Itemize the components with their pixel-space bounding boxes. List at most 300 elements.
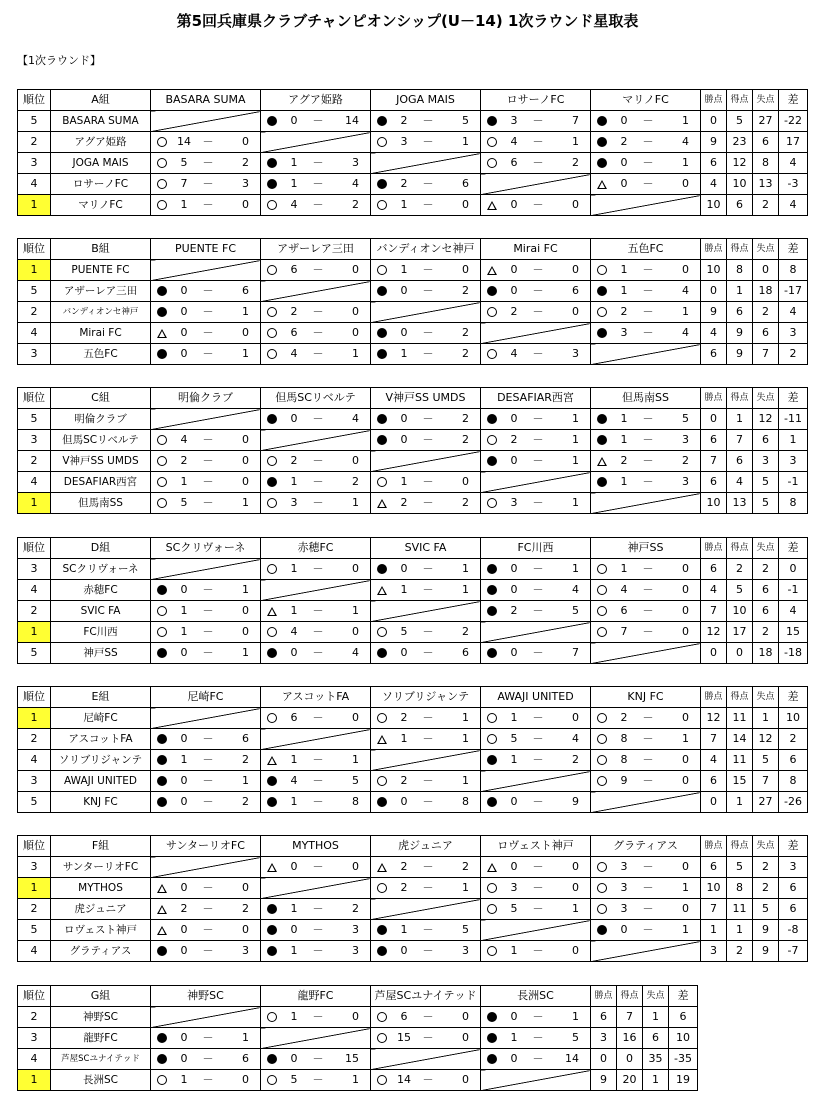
score-dash: － [642, 732, 654, 745]
match-result-cell [371, 281, 481, 302]
score-dash: － [422, 711, 434, 724]
self-match-cell [481, 920, 591, 941]
team-name: SVIC FA [51, 601, 151, 622]
win-points: 10 [701, 878, 727, 899]
score-against: 4 [572, 732, 579, 745]
match-result-cell [261, 472, 371, 493]
score-against: 0 [682, 902, 689, 915]
team-row [18, 1070, 698, 1091]
score-for: 0 [180, 1031, 188, 1044]
score-dash: － [642, 475, 654, 488]
win-mark-icon [265, 451, 279, 471]
score-for: 2 [290, 454, 298, 467]
match-result-cell [371, 622, 481, 643]
match-result-cell [151, 580, 261, 601]
goals-for: 9 [727, 323, 753, 344]
group-table [17, 985, 698, 1091]
match-result-cell [591, 580, 701, 601]
score-against: 1 [572, 496, 579, 509]
score-for: 2 [620, 711, 628, 724]
score-for: 8 [620, 753, 628, 766]
goal-diff: 6 [779, 878, 808, 899]
score-dash: － [532, 732, 544, 745]
match-result-cell [481, 344, 591, 365]
score-for: 5 [180, 496, 188, 509]
match-result-cell [151, 941, 261, 962]
score-dash: － [532, 305, 544, 318]
loss-mark-icon [595, 472, 609, 492]
score-against: 3 [572, 347, 579, 360]
match-result-cell [261, 792, 371, 813]
score-dash: － [202, 1031, 214, 1044]
score-against: 0 [352, 562, 359, 575]
score-for: 0 [290, 646, 298, 659]
team-row [18, 1049, 698, 1070]
score-against: 2 [462, 496, 469, 509]
draw-mark-icon [265, 750, 279, 770]
score-for: 0 [180, 944, 188, 957]
opponent-header: サンターリオFC [151, 836, 261, 857]
score-for: 0 [510, 1010, 518, 1023]
loss-mark-icon [485, 580, 499, 600]
score-dash: － [312, 454, 324, 467]
group-name: F組 [51, 836, 151, 857]
win-points: 6 [701, 153, 727, 174]
match-result-cell [151, 1028, 261, 1049]
opponent-header: JOGA MAIS [371, 90, 481, 111]
score-for: 1 [400, 198, 408, 211]
goals-for: 9 [727, 344, 753, 365]
score-dash: － [312, 753, 324, 766]
win-points: 0 [701, 643, 727, 664]
match-result-cell [151, 451, 261, 472]
goal-diff-header: 差 [779, 90, 808, 111]
group-table [17, 89, 808, 216]
team-row [18, 601, 808, 622]
score-for: 0 [290, 1052, 298, 1065]
score-for: 0 [290, 860, 298, 873]
score-for: 1 [290, 156, 298, 169]
self-match-cell [261, 132, 371, 153]
goals-against-header: 失点 [643, 986, 669, 1007]
loss-mark-icon [595, 323, 609, 343]
score-dash: － [202, 795, 214, 808]
score-for: 1 [180, 625, 188, 638]
goals-for: 10 [727, 174, 753, 195]
opponent-header: Mirai FC [481, 239, 591, 260]
opponent-header: SCクリヴォーネ [151, 538, 261, 559]
score-for: 0 [400, 284, 408, 297]
score-for: 0 [620, 177, 628, 190]
rank-cell: 5 [18, 643, 51, 664]
score-for: 0 [510, 562, 518, 575]
score-against: 0 [682, 860, 689, 873]
loss-mark-icon [375, 430, 389, 450]
rank-cell: 4 [18, 1049, 51, 1070]
score-against: 4 [682, 326, 689, 339]
goal-diff: 1 [779, 430, 808, 451]
win-points: 7 [701, 729, 727, 750]
goals-for: 0 [727, 643, 753, 664]
score-dash: － [312, 496, 324, 509]
loss-mark-icon [375, 643, 389, 663]
match-result-cell [151, 643, 261, 664]
match-result-cell [481, 750, 591, 771]
win-points: 0 [701, 409, 727, 430]
match-result-cell [151, 430, 261, 451]
goal-diff: 8 [779, 771, 808, 792]
goals-against: 18 [753, 281, 779, 302]
score-against: 14 [345, 114, 359, 127]
match-result-cell [591, 622, 701, 643]
score-against: 2 [462, 860, 469, 873]
goal-diff-header: 差 [779, 687, 808, 708]
team-name: 龍野FC [51, 1028, 151, 1049]
goal-diff: -35 [669, 1049, 698, 1070]
score-for: 2 [400, 860, 408, 873]
loss-mark-icon [265, 792, 279, 812]
score-dash: － [312, 944, 324, 957]
goal-diff: 8 [779, 493, 808, 514]
rank-cell: 3 [18, 430, 51, 451]
win-points: 4 [701, 580, 727, 601]
opponent-header: 但馬南SS [591, 388, 701, 409]
team-name: バンディオンセ神戸 [51, 302, 151, 323]
team-name: DESAFIAR西宮 [51, 472, 151, 493]
goals-for: 11 [727, 899, 753, 920]
score-for: 1 [290, 795, 298, 808]
score-dash: － [422, 795, 434, 808]
score-dash: － [422, 881, 434, 894]
self-match-cell [591, 792, 701, 813]
win-points: 6 [701, 771, 727, 792]
loss-mark-icon [155, 729, 169, 749]
score-for: 4 [290, 774, 298, 787]
score-dash: － [532, 1031, 544, 1044]
win-mark-icon [375, 1028, 389, 1048]
score-for: 0 [180, 795, 188, 808]
score-dash: － [642, 902, 654, 915]
goals-for-header: 得点 [727, 239, 753, 260]
score-for: 0 [180, 583, 188, 596]
self-match-cell [371, 153, 481, 174]
score-dash: － [202, 177, 214, 190]
score-dash: － [422, 326, 434, 339]
score-against: 0 [242, 1073, 249, 1086]
self-match-cell [591, 941, 701, 962]
self-match-cell [151, 1007, 261, 1028]
loss-mark-icon [375, 111, 389, 131]
match-result-cell [261, 643, 371, 664]
draw-mark-icon [375, 493, 389, 513]
score-dash: － [532, 646, 544, 659]
group-name: G組 [51, 986, 151, 1007]
score-for: 0 [510, 454, 518, 467]
goals-for-header: 得点 [727, 687, 753, 708]
match-result-cell [591, 302, 701, 323]
score-for: 3 [620, 902, 628, 915]
score-against: 1 [352, 753, 359, 766]
score-against: 2 [682, 454, 689, 467]
goal-diff-header: 差 [779, 538, 808, 559]
match-result-cell [261, 153, 371, 174]
score-for: 3 [290, 496, 298, 509]
goal-diff-header: 差 [779, 239, 808, 260]
match-result-cell [591, 451, 701, 472]
rank-cell: 2 [18, 899, 51, 920]
opponent-header: 神戸SS [591, 538, 701, 559]
goals-against: 12 [753, 409, 779, 430]
team-row [18, 344, 808, 365]
score-against: 3 [682, 475, 689, 488]
score-against: 0 [242, 326, 249, 339]
opponent-header: SVIC FA [371, 538, 481, 559]
match-result-cell [261, 451, 371, 472]
goals-against: 7 [753, 344, 779, 365]
team-row [18, 302, 808, 323]
score-dash: － [532, 860, 544, 873]
loss-mark-icon [595, 111, 609, 131]
score-against: 3 [462, 944, 469, 957]
goals-against: 3 [753, 451, 779, 472]
draw-mark-icon [155, 899, 169, 919]
win-mark-icon [595, 771, 609, 791]
loss-mark-icon [375, 792, 389, 812]
score-dash: － [202, 284, 214, 297]
goals-against: 2 [753, 195, 779, 216]
loss-mark-icon [485, 1007, 499, 1027]
opponent-header: BASARA SUMA [151, 90, 261, 111]
score-against: 2 [462, 625, 469, 638]
match-result-cell [481, 559, 591, 580]
score-against: 0 [572, 860, 579, 873]
draw-mark-icon [265, 601, 279, 621]
goals-for: 1 [727, 281, 753, 302]
score-against: 1 [572, 562, 579, 575]
score-against: 1 [682, 881, 689, 894]
goals-for-header: 得点 [727, 836, 753, 857]
loss-mark-icon [265, 472, 279, 492]
group-name: B組 [51, 239, 151, 260]
score-against: 0 [572, 881, 579, 894]
match-result-cell [371, 1070, 481, 1091]
score-against: 4 [682, 135, 689, 148]
score-dash: － [312, 156, 324, 169]
goals-for: 20 [617, 1070, 643, 1091]
draw-mark-icon [155, 878, 169, 898]
match-result-cell [591, 281, 701, 302]
draw-mark-icon [485, 260, 499, 280]
score-against: 0 [462, 1010, 469, 1023]
loss-mark-icon [375, 409, 389, 429]
team-name: ロヴェスト神戸 [51, 920, 151, 941]
match-result-cell [151, 1049, 261, 1070]
goals-against-header: 失点 [753, 388, 779, 409]
match-result-cell [261, 559, 371, 580]
match-result-cell [261, 493, 371, 514]
score-for: 4 [620, 583, 628, 596]
win-points: 6 [701, 559, 727, 580]
score-against: 1 [462, 135, 469, 148]
opponent-header: ソリブリジャンテ [371, 687, 481, 708]
rank-cell: 4 [18, 174, 51, 195]
score-for: 1 [290, 1010, 298, 1023]
loss-mark-icon [375, 941, 389, 961]
score-dash: － [532, 753, 544, 766]
match-result-cell [371, 409, 481, 430]
rank-cell: 4 [18, 941, 51, 962]
self-match-cell [481, 323, 591, 344]
score-dash: － [422, 412, 434, 425]
goals-against: 2 [753, 878, 779, 899]
score-dash: － [312, 412, 324, 425]
score-for: 0 [180, 732, 188, 745]
team-row [18, 580, 808, 601]
team-name: 赤穂FC [51, 580, 151, 601]
score-dash: － [532, 156, 544, 169]
score-against: 0 [242, 198, 249, 211]
team-name: アザーレア三田 [51, 281, 151, 302]
score-for: 0 [510, 412, 518, 425]
goals-against-header: 失点 [753, 836, 779, 857]
match-result-cell [591, 899, 701, 920]
match-result-cell [591, 323, 701, 344]
score-against: 1 [572, 412, 579, 425]
score-dash: － [202, 433, 214, 446]
score-dash: － [642, 711, 654, 724]
team-name: 虎ジュニア [51, 899, 151, 920]
score-against: 0 [352, 326, 359, 339]
score-dash: － [642, 860, 654, 873]
team-row [18, 451, 808, 472]
score-against: 0 [242, 604, 249, 617]
score-for: 6 [620, 604, 628, 617]
score-for: 1 [290, 902, 298, 915]
rank-cell: 2 [18, 451, 51, 472]
score-for: 3 [620, 881, 628, 894]
win-mark-icon [375, 771, 389, 791]
score-for: 5 [400, 625, 408, 638]
win-mark-icon [265, 559, 279, 579]
score-against: 8 [462, 795, 469, 808]
opponent-header: 但馬SCリベルテ [261, 388, 371, 409]
rank-cell: 3 [18, 344, 51, 365]
loss-mark-icon [265, 920, 279, 940]
score-dash: － [202, 305, 214, 318]
goals-against: 9 [753, 941, 779, 962]
team-name: 神戸SS [51, 643, 151, 664]
match-result-cell [261, 857, 371, 878]
score-dash: － [312, 711, 324, 724]
score-for: 1 [620, 433, 628, 446]
score-dash: － [422, 284, 434, 297]
loss-mark-icon [595, 409, 609, 429]
score-for: 1 [620, 475, 628, 488]
match-result-cell [481, 302, 591, 323]
group-name: D組 [51, 538, 151, 559]
rank-cell: 2 [18, 729, 51, 750]
win-mark-icon [155, 430, 169, 450]
match-result-cell [371, 878, 481, 899]
opponent-header: ロサーノFC [481, 90, 591, 111]
loss-mark-icon [155, 344, 169, 364]
win-mark-icon [595, 260, 609, 280]
loss-mark-icon [265, 1049, 279, 1069]
opponent-header: 神野SC [151, 986, 261, 1007]
score-dash: － [532, 114, 544, 127]
score-for: 2 [620, 305, 628, 318]
match-result-cell [371, 174, 481, 195]
rank-header: 順位 [18, 239, 51, 260]
goal-diff: 10 [669, 1028, 698, 1049]
score-dash: － [532, 881, 544, 894]
rank-cell: 1 [18, 493, 51, 514]
win-points: 12 [701, 622, 727, 643]
header-row [18, 986, 698, 1007]
score-for: 14 [177, 135, 191, 148]
team-row [18, 750, 808, 771]
win-mark-icon [375, 260, 389, 280]
match-result-cell [591, 708, 701, 729]
opponent-header: グラティアス [591, 836, 701, 857]
opponent-header: AWAJI UNITED [481, 687, 591, 708]
loss-mark-icon [485, 281, 499, 301]
match-result-cell [371, 344, 481, 365]
score-for: 0 [620, 156, 628, 169]
score-against: 2 [462, 412, 469, 425]
self-match-cell [151, 708, 261, 729]
score-dash: － [202, 135, 214, 148]
rank-cell: 1 [18, 622, 51, 643]
score-against: 0 [682, 562, 689, 575]
match-result-cell [151, 1070, 261, 1091]
score-for: 0 [510, 860, 518, 873]
score-dash: － [422, 475, 434, 488]
team-row [18, 111, 808, 132]
score-dash: － [532, 583, 544, 596]
rank-cell: 5 [18, 409, 51, 430]
score-against: 1 [242, 583, 249, 596]
win-mark-icon [485, 153, 499, 173]
win-points: 3 [591, 1028, 617, 1049]
score-dash: － [202, 454, 214, 467]
goals-for: 1 [727, 409, 753, 430]
goals-against: 9 [753, 920, 779, 941]
goals-against: 18 [753, 643, 779, 664]
score-dash: － [202, 732, 214, 745]
loss-mark-icon [485, 111, 499, 131]
goal-diff: -11 [779, 409, 808, 430]
header-row [18, 836, 808, 857]
score-for: 1 [400, 347, 408, 360]
score-for: 0 [180, 305, 188, 318]
match-result-cell [591, 260, 701, 281]
win-points: 6 [701, 344, 727, 365]
win-mark-icon [375, 195, 389, 215]
score-for: 6 [510, 156, 518, 169]
score-dash: － [312, 1010, 324, 1023]
score-dash: － [202, 753, 214, 766]
goals-against: 8 [753, 153, 779, 174]
team-name: 長洲SC [51, 1070, 151, 1091]
score-for: 1 [180, 475, 188, 488]
score-dash: － [422, 944, 434, 957]
goal-diff: 3 [779, 323, 808, 344]
score-against: 0 [682, 625, 689, 638]
score-dash: － [532, 496, 544, 509]
goals-for: 6 [727, 302, 753, 323]
score-against: 1 [242, 305, 249, 318]
